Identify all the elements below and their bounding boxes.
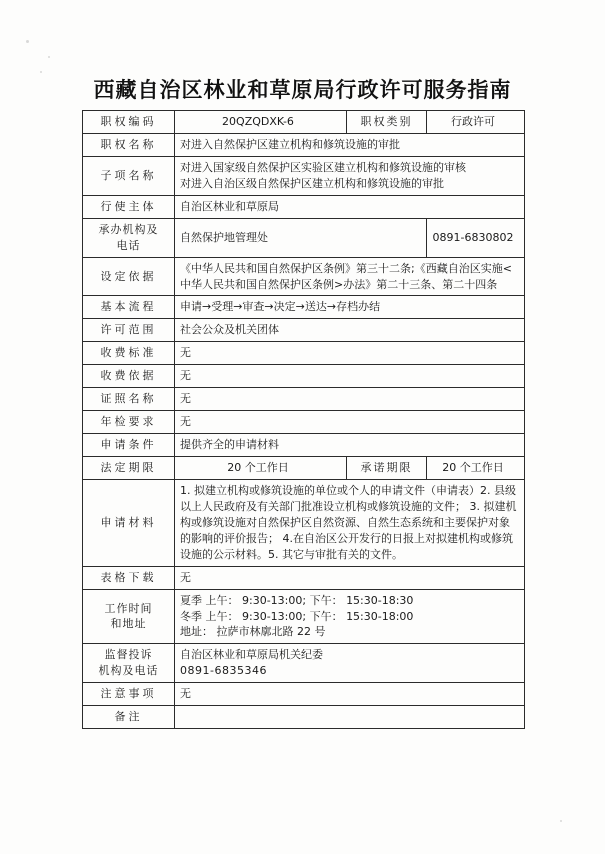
complaint-office-name: 自治区林业和草原局机关纪委 xyxy=(180,648,323,662)
row-label-certificate-name: 证照名称 xyxy=(83,388,175,411)
row-value-handling-office: 自然保护地管理处 xyxy=(175,218,427,257)
scan-speck xyxy=(48,56,50,58)
row-value-handling-phone: 0891-6830802 xyxy=(427,218,525,257)
table-row xyxy=(83,195,525,218)
row-label-promised-period: 承诺期限 xyxy=(347,457,427,480)
row-label-annual-inspection: 年检要求 xyxy=(83,411,175,434)
row-value-certificate-name: 无 xyxy=(175,388,525,411)
document-title: 西藏自治区林业和草原局行政许可服务指南 xyxy=(93,77,512,102)
handling-office-label-line-1: 承办机构及 xyxy=(98,222,159,236)
row-label-basic-process: 基本流程 xyxy=(83,296,175,319)
sub-item-line-2: 对进入自治区级自然保护区建立机构和修筑设施的审批 xyxy=(180,176,444,190)
table-row xyxy=(83,111,525,134)
table-row xyxy=(83,589,525,644)
row-label-application-materials: 申请材料 xyxy=(83,479,175,566)
row-value-annual-inspection: 无 xyxy=(175,411,525,434)
row-label-statutory-period: 法定期限 xyxy=(83,457,175,480)
row-value-promised-period: 20 个工作日 xyxy=(427,457,525,480)
table-row xyxy=(83,644,525,683)
row-value-notes: 无 xyxy=(175,683,525,706)
row-value-fee-basis: 无 xyxy=(175,365,525,388)
complaint-office-label-line-1: 监督投诉 xyxy=(104,648,153,662)
table-row xyxy=(83,479,525,566)
row-label-exercising-entity: 行使主体 xyxy=(83,195,175,218)
working-hours-label-line-1: 工作时间 xyxy=(104,601,153,615)
scan-speck xyxy=(40,71,42,73)
working-hours-label-line-2: 和地址 xyxy=(110,617,147,631)
row-value-application-materials: 1. 拟建立机构或修筑设施的单位或个人的申请文件（申请表）2. 县级以上人民政府及有关部门批准设立机构或修筑设施的文件； 3. 拟建机构或修筑设施对自然保护区自然资源、自然生态系统和主要保护对象的影响的评价报告； 4.在自治区公开发行的日报上对拟建机构或修筑设施的公示材料。5. 其它与审批有关的文件。 xyxy=(175,479,525,566)
row-value-complaint-office xyxy=(175,644,525,683)
row-label-authority-type: 职权类别 xyxy=(347,111,427,134)
row-value-application-conditions: 提供齐全的申请材料 xyxy=(175,434,525,457)
row-label-sub-item-name: 子项名称 xyxy=(83,156,175,195)
table-row xyxy=(83,156,525,195)
table-row xyxy=(83,218,525,257)
scan-speck xyxy=(560,820,562,822)
complaint-office-label-line-2: 机构及电话 xyxy=(98,664,159,678)
table-row xyxy=(83,319,525,342)
row-value-exercising-entity: 自治区林业和草原局 xyxy=(175,195,525,218)
row-label-permit-scope: 许可范围 xyxy=(83,319,175,342)
row-label-legal-basis: 设定依据 xyxy=(83,257,175,296)
row-label-fee-standard: 收费标准 xyxy=(83,342,175,365)
table-row xyxy=(83,457,525,480)
row-value-authority-name: 对进入自然保护区建立机构和修筑设施的审批 xyxy=(175,133,525,156)
row-value-statutory-period: 20 个工作日 xyxy=(175,457,347,480)
row-value-working-hours xyxy=(175,589,525,644)
row-value-legal-basis: 《中华人民共和国自然保护区条例》第三十二条;《西藏自治区实施<中华人民共和国自然保护区条例>办法》第二十三条、第二十四条 xyxy=(175,257,525,296)
handling-office-label-line-2: 电话 xyxy=(116,238,141,252)
table-row xyxy=(83,257,525,296)
working-hours-winter: 冬季 上午： 9:30-13:00; 下午： 15:30-18:00 xyxy=(180,609,414,623)
row-value-form-download: 无 xyxy=(175,566,525,589)
row-label-working-hours xyxy=(83,589,175,644)
service-guide-table xyxy=(82,110,525,729)
sub-item-line-1: 对进入国家级自然保护区实验区建立机构和修筑设施的审核 xyxy=(180,160,466,174)
scan-speck xyxy=(26,40,29,43)
row-label-remarks: 备注 xyxy=(83,706,175,729)
office-address: 地址： 拉萨市林廓北路 22 号 xyxy=(180,625,326,639)
table-row xyxy=(83,133,525,156)
row-value-remarks xyxy=(175,706,525,729)
row-value-permit-scope: 社会公众及机关团体 xyxy=(175,319,525,342)
table-row xyxy=(83,342,525,365)
row-label-application-conditions: 申请条件 xyxy=(83,434,175,457)
row-value-basic-process: 申请→受理→审查→决定→送达→存档办结 xyxy=(175,296,525,319)
table-row xyxy=(83,365,525,388)
table-row xyxy=(83,434,525,457)
table-row xyxy=(83,388,525,411)
row-label-authority-name: 职权名称 xyxy=(83,133,175,156)
row-label-fee-basis: 收费依据 xyxy=(83,365,175,388)
table-row xyxy=(83,683,525,706)
row-label-notes: 注意事项 xyxy=(83,683,175,706)
table-row xyxy=(83,296,525,319)
complaint-office-phone: 0891-6835346 xyxy=(180,664,267,678)
row-label-handling-office xyxy=(83,218,175,257)
row-value-fee-standard: 无 xyxy=(175,342,525,365)
table-row xyxy=(83,566,525,589)
table-row xyxy=(83,706,525,729)
row-label-authority-code: 职权编码 xyxy=(83,111,175,134)
row-value-sub-item-name xyxy=(175,156,525,195)
table-row xyxy=(83,411,525,434)
row-label-form-download: 表格下载 xyxy=(83,566,175,589)
row-value-authority-code: 20QZQDXK-6 xyxy=(175,111,347,134)
row-label-complaint-office xyxy=(83,644,175,683)
working-hours-summer: 夏季 上午： 9:30-13:00; 下午： 15:30-18:30 xyxy=(180,593,414,607)
row-value-authority-type: 行政许可 xyxy=(427,111,525,134)
